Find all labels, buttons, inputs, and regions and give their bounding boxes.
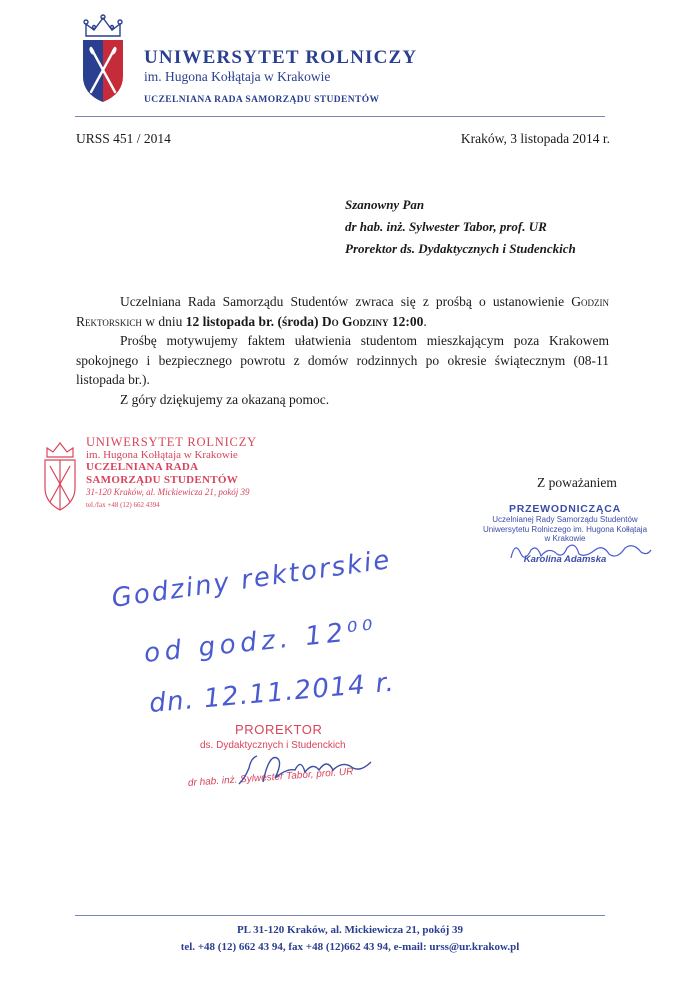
header-divider (75, 116, 605, 117)
university-crest-logo (80, 14, 126, 104)
addressee-salutation: Szanowny Pan (345, 197, 425, 212)
addressee-position: Prorektor ds. Dydaktycznych i Studenckich (345, 241, 576, 256)
prorector-title: PROREKTOR (235, 722, 323, 737)
footer-address: PL 31-120 Kraków, al. Mickiewicza 21, pokój 39 (236, 924, 464, 936)
chairperson-stamp: PRZEWODNICZĄCA Uczelnianej Rady Samorządu Studentów Uniwersytetu Rolniczego im. Hugona Kołłątaja w Krakowie Karolina Adamska (455, 503, 675, 565)
stamp-crest-icon (42, 440, 78, 512)
letter-body (76, 292, 609, 409)
prorector-stamp: PROREKTOR ds. Dydaktycznych i Studenckich dr hab. inż. Sylwester Tabor, prof. UR (187, 722, 354, 789)
handwritten-line-1: Godziny rektorskie (109, 545, 392, 614)
rector-hours-term: Godzin Rektorskich (76, 294, 610, 329)
university-name: UNIWERSYTET ROLNICZY (144, 47, 418, 68)
prorector-name: dr hab. inż. Sylwester Tabor, prof. UR (187, 766, 354, 789)
place-date: Kraków, 3 listopada 2014 r. (460, 131, 610, 146)
handwritten-annotation (105, 545, 405, 722)
chair-name: Karolina Adamska (523, 553, 607, 565)
chair-title: PRZEWODNICZĄCA (508, 503, 622, 515)
chairperson-signature (505, 536, 655, 566)
request-date: 12 listopada br. (środa) (185, 313, 319, 329)
university-subtitle: im. Hugona Kołłątaja w Krakowie (144, 69, 331, 84)
addressee-name: dr hab. inż. Sylwester Tabor, prof. UR (345, 219, 547, 234)
prorector-signature (235, 748, 375, 788)
request-time: 12:00 (391, 313, 424, 329)
paragraph-request: Uczelniana Rada Samorządu Studentów zwraca się z prośbą o ustanowienie Godzin Rektorskich w dniu 12 listopada br. (środa) Do Godziny 12:00. (76, 294, 610, 329)
paragraph-motivation: Prośbę motywujemy faktem ułatwienia studentom mieszkającym poza Krakowem spokojnego i bezpiecznego powrotu z domów rodzinnych po okresie świątecznym (08-11 listopada br.). (76, 333, 609, 387)
paragraph-thanks: Z góry dziękujemy za okazaną pomoc. (120, 391, 330, 407)
university-council-stamp: UNIWERSYTET ROLNICZY im. Hugona Kołłątaja w Krakowie UCZELNIANA RADA SAMORZĄDU STUDENTÓW 31-120 Kraków, al. Mickiewicza 21, pokój 39 tel./fax +48 (12) 662 4394 (40, 436, 280, 514)
addressee-block (345, 194, 576, 260)
council-name: UCZELNIANA RADA SAMORZĄDU STUDENTÓW (144, 95, 380, 105)
footer-divider (75, 915, 605, 916)
handwritten-line-3: dn. 12.11.2014 r. (147, 667, 395, 719)
footer-contact: tel. +48 (12) 662 43 94, fax +48 (12)662 43 94, e-mail: urss@ur.krakow.pl (180, 941, 520, 953)
reference-number: URSS 451 / 2014 (76, 131, 171, 146)
closing-regards: Z poważaniem (537, 475, 617, 490)
handwritten-line-2: od godz. 12⁰⁰ (142, 615, 375, 669)
